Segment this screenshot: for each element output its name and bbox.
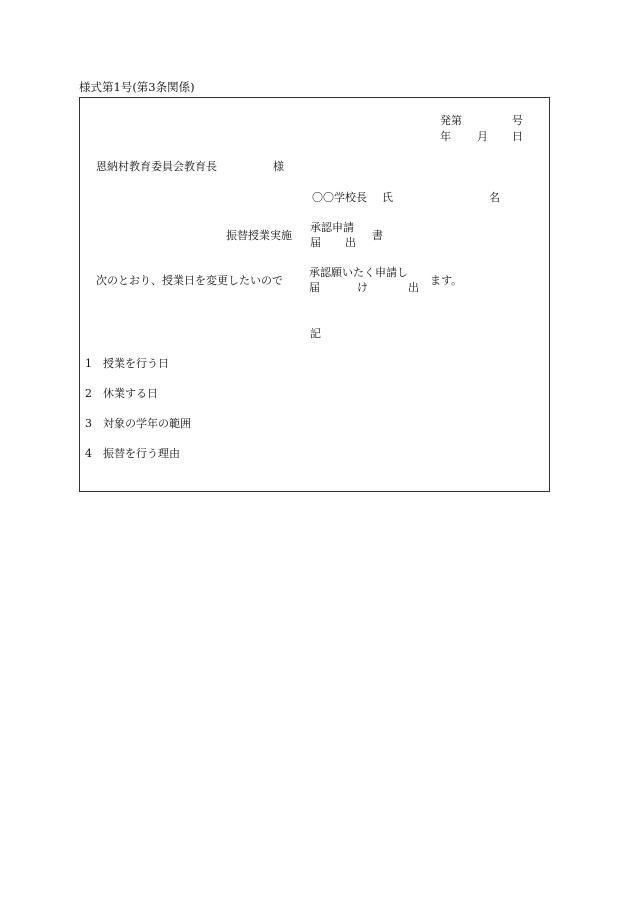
body-left: 次のとおり、授業日を変更したいので bbox=[96, 274, 283, 287]
item-label: 授業を行う日 bbox=[103, 357, 169, 370]
addressee-name: 恩納村教育委員会教育長 bbox=[96, 160, 217, 173]
body-option-2c: 出 bbox=[408, 281, 419, 294]
list-item bbox=[85, 357, 169, 370]
date-day: 日 bbox=[512, 130, 523, 143]
issue-prefix: 発第 bbox=[440, 114, 462, 127]
ki-heading: 記 bbox=[310, 327, 321, 340]
title-option-1: 承認申請 bbox=[310, 221, 354, 234]
sender-shi: 氏 bbox=[382, 191, 393, 204]
list-item bbox=[85, 417, 191, 430]
issue-suffix: 号 bbox=[512, 114, 523, 127]
title-left: 振替授業実施 bbox=[226, 229, 292, 242]
title-right: 書 bbox=[372, 229, 383, 242]
body-option-2a: 届 bbox=[309, 281, 320, 294]
item-number: 2 bbox=[85, 387, 92, 400]
item-number: 4 bbox=[85, 447, 92, 460]
list-item bbox=[85, 387, 158, 400]
item-label: 対象の学年の範囲 bbox=[103, 417, 191, 430]
body-option-2b: け bbox=[357, 281, 368, 294]
title-option-2a: 届 bbox=[310, 236, 321, 249]
body-right: ます。 bbox=[430, 274, 463, 287]
item-label: 振替を行う理由 bbox=[103, 447, 180, 460]
title-option-2b: 出 bbox=[345, 236, 356, 249]
form-frame bbox=[79, 97, 550, 492]
date-month: 月 bbox=[477, 130, 488, 143]
body-option-1: 承認願いたく申請し bbox=[309, 266, 408, 279]
form-label: 様式第1号(第3条関係) bbox=[79, 80, 195, 94]
list-item bbox=[85, 447, 180, 460]
item-number: 3 bbox=[85, 417, 92, 430]
sender-mei: 名 bbox=[489, 191, 500, 204]
sender-name: 〇〇学校長 bbox=[312, 191, 367, 204]
item-label: 休業する日 bbox=[103, 387, 158, 400]
addressee-honorific: 様 bbox=[273, 160, 284, 173]
date-year: 年 bbox=[440, 130, 451, 143]
item-number: 1 bbox=[85, 357, 92, 370]
